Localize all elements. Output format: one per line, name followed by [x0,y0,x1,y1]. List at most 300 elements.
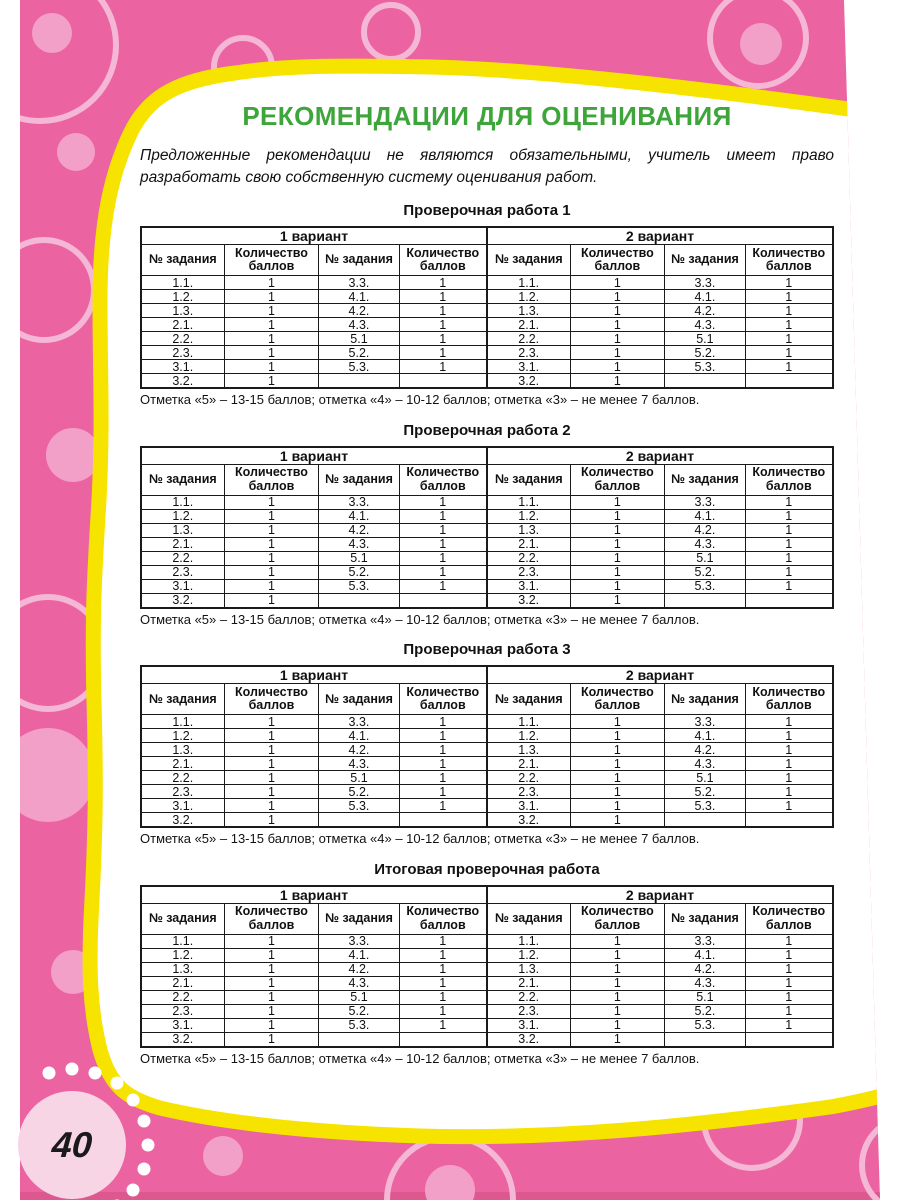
table-cell: 5.2. [665,785,745,799]
column-header: Количество баллов [570,245,665,276]
table-cell: 5.1 [665,332,745,346]
column-header: Количество баллов [224,684,319,715]
table-cell: 1 [399,304,487,318]
column-header: Количество баллов [399,245,487,276]
table-cell: 1 [745,304,833,318]
column-header: № задания [319,245,399,276]
table-row [141,579,833,593]
table-row [141,991,833,1005]
table-cell: 1 [224,304,319,318]
table-cell: 2.2. [141,991,224,1005]
table-cell [665,813,745,828]
table-cell: 1 [745,509,833,523]
column-header: Количество баллов [745,464,833,495]
table-cell: 1.1. [487,935,570,949]
worksheet-section [140,422,834,628]
table-cell: 1 [224,949,319,963]
table-cell: 1 [570,346,665,360]
column-header: № задания [141,684,224,715]
column-header: Количество баллов [745,904,833,935]
table-footnote: Отметка «5» – 13-15 баллов; отметка «4» – 10-12 баллов; отметка «3» – не менее 7 баллов. [140,611,700,627]
table-cell: 1 [224,1033,319,1048]
dot [111,1077,124,1090]
table-cell: 1 [399,565,487,579]
table-row [141,332,833,346]
table-cell: 1.1. [487,715,570,729]
section-heading: Итоговая проверочная работа [374,861,600,879]
column-header: № задания [141,464,224,495]
table-cell: 3.3. [665,935,745,949]
table-cell: 1 [570,935,665,949]
table-cell: 1 [399,729,487,743]
table-cell: 5.2. [665,346,745,360]
column-header-row [141,245,833,276]
table-row [141,593,833,608]
column-header: Количество баллов [224,245,319,276]
table-cell: 5.3. [665,579,745,593]
table-cell: 1 [399,551,487,565]
table-cell: 2.2. [487,771,570,785]
table-cell [665,1033,745,1048]
table-cell: 1 [224,757,319,771]
column-header: Количество баллов [745,245,833,276]
column-header: № задания [141,904,224,935]
table-row [141,963,833,977]
table-cell: 1 [399,495,487,509]
table-cell: 1 [224,813,319,828]
table-cell: 4.2. [665,963,745,977]
variant-header-row [141,886,833,904]
table-cell: 2.3. [487,565,570,579]
table-cell: 1 [570,991,665,1005]
table-cell: 1 [745,935,833,949]
table-cell: 1 [745,579,833,593]
column-header: Количество баллов [224,904,319,935]
table-cell: 1 [570,743,665,757]
table-cell: 1 [399,715,487,729]
table-cell [319,374,399,389]
table-cell [745,374,833,389]
column-header: № задания [319,684,399,715]
table-footnote: Отметка «5» – 13-15 баллов; отметка «4» – 10-12 баллов; отметка «3» – не менее 7 баллов. [140,392,700,408]
table-cell: 1 [570,523,665,537]
table-cell: 1.2. [487,949,570,963]
table-cell: 1 [399,276,487,290]
table-cell: 5.2. [665,1005,745,1019]
table-cell: 1 [570,537,665,551]
table-cell: 1.3. [487,304,570,318]
content-area [140,102,834,1067]
table-cell: 1 [224,360,319,374]
table-footnote: Отметка «5» – 13-15 баллов; отметка «4» – 10-12 баллов; отметка «3» – не менее 7 баллов. [140,1051,700,1067]
table-cell: 1 [224,565,319,579]
page-number-badge [18,1091,126,1199]
table-cell: 1 [399,523,487,537]
table-cell: 1 [399,290,487,304]
table-cell: 4.1. [319,290,399,304]
table-cell: 1 [224,290,319,304]
table-cell: 1.1. [141,495,224,509]
table-body [141,935,833,1048]
table-cell: 1 [224,332,319,346]
table-cell: 4.3. [319,977,399,991]
table-cell: 1 [399,1005,487,1019]
intro-text: Предложенные рекомендации не являются обязательными, учитель имеет право разработать свою собственную систему оценивания работ. [140,146,834,186]
table-cell: 1 [745,318,833,332]
table-cell [745,593,833,608]
table-cell: 1 [745,276,833,290]
dot [89,1067,102,1080]
table-cell: 1 [570,304,665,318]
table-cell: 5.2. [319,1005,399,1019]
score-table [140,665,834,828]
table-row [141,1019,833,1033]
column-header: № задания [141,245,224,276]
column-header: № задания [487,464,570,495]
table-cell: 3.2. [141,374,224,389]
table-row [141,977,833,991]
table-cell: 1 [570,785,665,799]
table-cell: 1 [224,374,319,389]
column-header: Количество баллов [570,684,665,715]
variant-header: 2 вариант [487,886,833,904]
table-cell: 1 [399,799,487,813]
table-cell: 5.3. [665,1019,745,1033]
page-title: РЕКОМЕНДАЦИИ ДЛЯ ОЦЕНИВАНИЯ [242,101,732,131]
table-cell: 3.2. [141,813,224,828]
table-cell: 2.1. [141,318,224,332]
table-cell: 1 [570,290,665,304]
table-row [141,799,833,813]
worksheet-section [140,861,834,1067]
table-cell: 1 [570,374,665,389]
table-cell: 1 [399,963,487,977]
table-cell: 1 [570,593,665,608]
table-cell: 4.1. [319,949,399,963]
table-cell: 3.3. [319,935,399,949]
table-cell: 1 [745,290,833,304]
page-number: 40 [50,1124,94,1165]
table-cell: 1 [399,743,487,757]
table-cell: 5.2. [319,346,399,360]
table-cell: 1.3. [141,304,224,318]
table-body [141,715,833,828]
table-cell: 1 [399,579,487,593]
column-header: № задания [319,464,399,495]
table-cell: 3.1. [141,799,224,813]
table-cell: 2.3. [487,785,570,799]
table-cell: 1 [745,715,833,729]
table-cell [745,1033,833,1048]
dot [43,1067,56,1080]
table-cell: 1.3. [141,523,224,537]
table-row [141,304,833,318]
table-cell: 1 [745,495,833,509]
column-header: Количество баллов [399,464,487,495]
table-cell: 1 [399,771,487,785]
table-row [141,565,833,579]
column-header: № задания [319,904,399,935]
table-cell: 1 [570,565,665,579]
sections [140,202,834,1066]
table-row [141,757,833,771]
table-cell: 1 [399,949,487,963]
table-cell: 5.1 [319,991,399,1005]
table-cell: 1 [570,332,665,346]
table-cell: 5.3. [319,1019,399,1033]
table-cell: 1 [399,785,487,799]
table-cell: 1 [224,963,319,977]
table-cell: 2.1. [487,977,570,991]
table-cell: 1 [745,799,833,813]
table-cell [399,813,487,828]
column-header: Количество баллов [745,684,833,715]
table-row [141,318,833,332]
table-cell: 2.1. [487,318,570,332]
table-cell: 1 [570,729,665,743]
table-cell: 5.1 [665,991,745,1005]
table-cell [399,374,487,389]
table-cell: 2.3. [487,1005,570,1019]
table-cell: 1.1. [141,935,224,949]
table-cell: 4.3. [319,318,399,332]
table-cell: 1 [570,1033,665,1048]
table-cell: 1 [399,1019,487,1033]
table-cell: 1 [570,799,665,813]
table-row [141,495,833,509]
table-cell: 1 [399,757,487,771]
table-cell: 4.3. [665,757,745,771]
variant-header-row [141,227,833,245]
table-cell: 1 [745,771,833,785]
table-cell: 1 [399,318,487,332]
table-row [141,949,833,963]
table-cell: 1 [570,977,665,991]
table-cell: 1 [224,509,319,523]
table-row [141,360,833,374]
table-cell: 1.2. [141,729,224,743]
table-row [141,276,833,290]
table-cell: 4.2. [319,743,399,757]
table-cell: 1 [224,1005,319,1019]
column-header: № задания [487,245,570,276]
table-cell: 3.2. [487,1033,570,1048]
table-cell: 1 [745,729,833,743]
section-heading: Проверочная работа 1 [403,202,571,220]
table-cell: 1 [399,360,487,374]
table-cell: 1.2. [487,729,570,743]
table-cell: 5.3. [319,799,399,813]
table-cell: 3.2. [141,593,224,608]
table-cell: 1.3. [487,963,570,977]
column-header: № задания [487,904,570,935]
table-cell: 5.3. [319,579,399,593]
variant-header: 1 вариант [141,886,487,904]
table-row [141,771,833,785]
table-cell: 1.1. [487,276,570,290]
table-cell: 1.2. [141,949,224,963]
column-header-row [141,904,833,935]
table-cell: 5.1 [319,771,399,785]
table-cell: 1 [745,1019,833,1033]
table-cell: 1 [224,537,319,551]
table-cell: 1.1. [141,715,224,729]
section-heading: Проверочная работа 3 [403,641,571,659]
table-cell: 3.3. [665,495,745,509]
table-cell: 2.1. [141,757,224,771]
table-cell: 1 [224,715,319,729]
column-header-row [141,464,833,495]
table-row [141,523,833,537]
table-cell: 5.1 [319,332,399,346]
score-table [140,226,834,389]
variant-header: 2 вариант [487,447,833,465]
table-cell: 1 [570,579,665,593]
dot [127,1094,140,1107]
table-cell: 4.1. [665,949,745,963]
worksheet-section [140,202,834,408]
variant-header-row [141,666,833,684]
dot [138,1163,151,1176]
table-cell: 1 [570,551,665,565]
table-cell: 1 [745,346,833,360]
table-cell: 1 [745,757,833,771]
table-cell: 3.1. [487,360,570,374]
table-cell: 4.2. [665,523,745,537]
table-cell: 3.1. [487,579,570,593]
table-cell: 2.3. [141,346,224,360]
table-cell: 1.1. [487,495,570,509]
table-cell: 1 [570,276,665,290]
dot [138,1115,151,1128]
table-cell [399,593,487,608]
table-cell: 3.3. [319,495,399,509]
table-cell: 2.2. [487,551,570,565]
table-cell: 1 [745,785,833,799]
table-cell: 1 [224,346,319,360]
table-cell: 1 [224,276,319,290]
table-cell: 1 [745,332,833,346]
column-header: № задания [665,245,745,276]
table-footnote: Отметка «5» – 13-15 баллов; отметка «4» – 10-12 баллов; отметка «3» – не менее 7 баллов. [140,831,700,847]
table-cell: 1 [399,935,487,949]
table-cell: 1 [399,991,487,1005]
table-cell: 1 [399,346,487,360]
column-header: Количество баллов [224,464,319,495]
table-cell: 4.1. [319,509,399,523]
table-cell: 2.2. [141,332,224,346]
table-cell: 1 [570,1005,665,1019]
column-header-row [141,684,833,715]
variant-header: 2 вариант [487,666,833,684]
column-header: Количество баллов [570,464,665,495]
column-header: № задания [487,684,570,715]
section-heading: Проверочная работа 2 [403,421,571,439]
table-cell: 2.3. [141,785,224,799]
table-cell: 1 [224,935,319,949]
table-cell: 1 [570,771,665,785]
table-cell: 4.1. [665,509,745,523]
table-cell: 2.3. [141,565,224,579]
dot [127,1184,140,1197]
table-cell: 4.2. [319,523,399,537]
table-cell: 5.1 [319,551,399,565]
table-cell: 1.2. [487,509,570,523]
score-table [140,885,834,1048]
table-cell: 3.3. [319,715,399,729]
table-cell: 1 [224,551,319,565]
table-cell: 2.2. [141,771,224,785]
table-cell: 5.2. [319,565,399,579]
table-cell: 1.3. [141,963,224,977]
table-cell: 1 [570,715,665,729]
worksheet-section [140,641,834,847]
table-cell: 4.1. [665,729,745,743]
variant-header: 1 вариант [141,227,487,245]
table-cell: 1 [399,332,487,346]
table-cell: 1 [570,318,665,332]
table-cell: 5.2. [665,565,745,579]
table-cell: 1 [570,963,665,977]
table-cell: 1 [224,977,319,991]
table-cell: 4.3. [665,537,745,551]
table-cell: 1 [745,565,833,579]
score-table [140,446,834,609]
table-cell: 1.3. [141,743,224,757]
table-cell: 2.1. [141,537,224,551]
table-cell: 1.2. [141,290,224,304]
variant-header: 1 вариант [141,666,487,684]
table-cell: 3.1. [141,579,224,593]
table-row [141,537,833,551]
table-cell: 3.2. [487,813,570,828]
table-cell: 1 [745,551,833,565]
column-header: Количество баллов [399,904,487,935]
table-cell: 1 [745,1005,833,1019]
column-header: № задания [665,904,745,935]
table-cell: 4.2. [665,304,745,318]
table-row [141,346,833,360]
table-cell: 2.1. [487,537,570,551]
table-cell: 1 [570,757,665,771]
table-cell: 1 [570,949,665,963]
table-cell: 1 [224,593,319,608]
table-cell: 1 [224,579,319,593]
table-row [141,785,833,799]
table-cell [745,813,833,828]
table-cell: 1 [745,743,833,757]
table-cell: 5.1 [665,771,745,785]
table-cell: 4.3. [319,537,399,551]
table-cell: 1 [399,537,487,551]
table-cell: 1 [745,991,833,1005]
table-cell: 1 [224,785,319,799]
table-cell: 1 [224,729,319,743]
table-cell: 1 [224,799,319,813]
column-header: № задания [665,684,745,715]
table-cell: 1 [745,949,833,963]
column-header: Количество баллов [570,904,665,935]
table-cell: 3.1. [487,799,570,813]
table-cell: 2.2. [487,332,570,346]
table-cell: 5.1 [665,551,745,565]
table-cell: 1 [224,523,319,537]
dot [66,1063,79,1076]
table-cell: 2.3. [141,1005,224,1019]
table-cell: 4.2. [665,743,745,757]
variant-header-row [141,447,833,465]
dot [142,1139,155,1152]
